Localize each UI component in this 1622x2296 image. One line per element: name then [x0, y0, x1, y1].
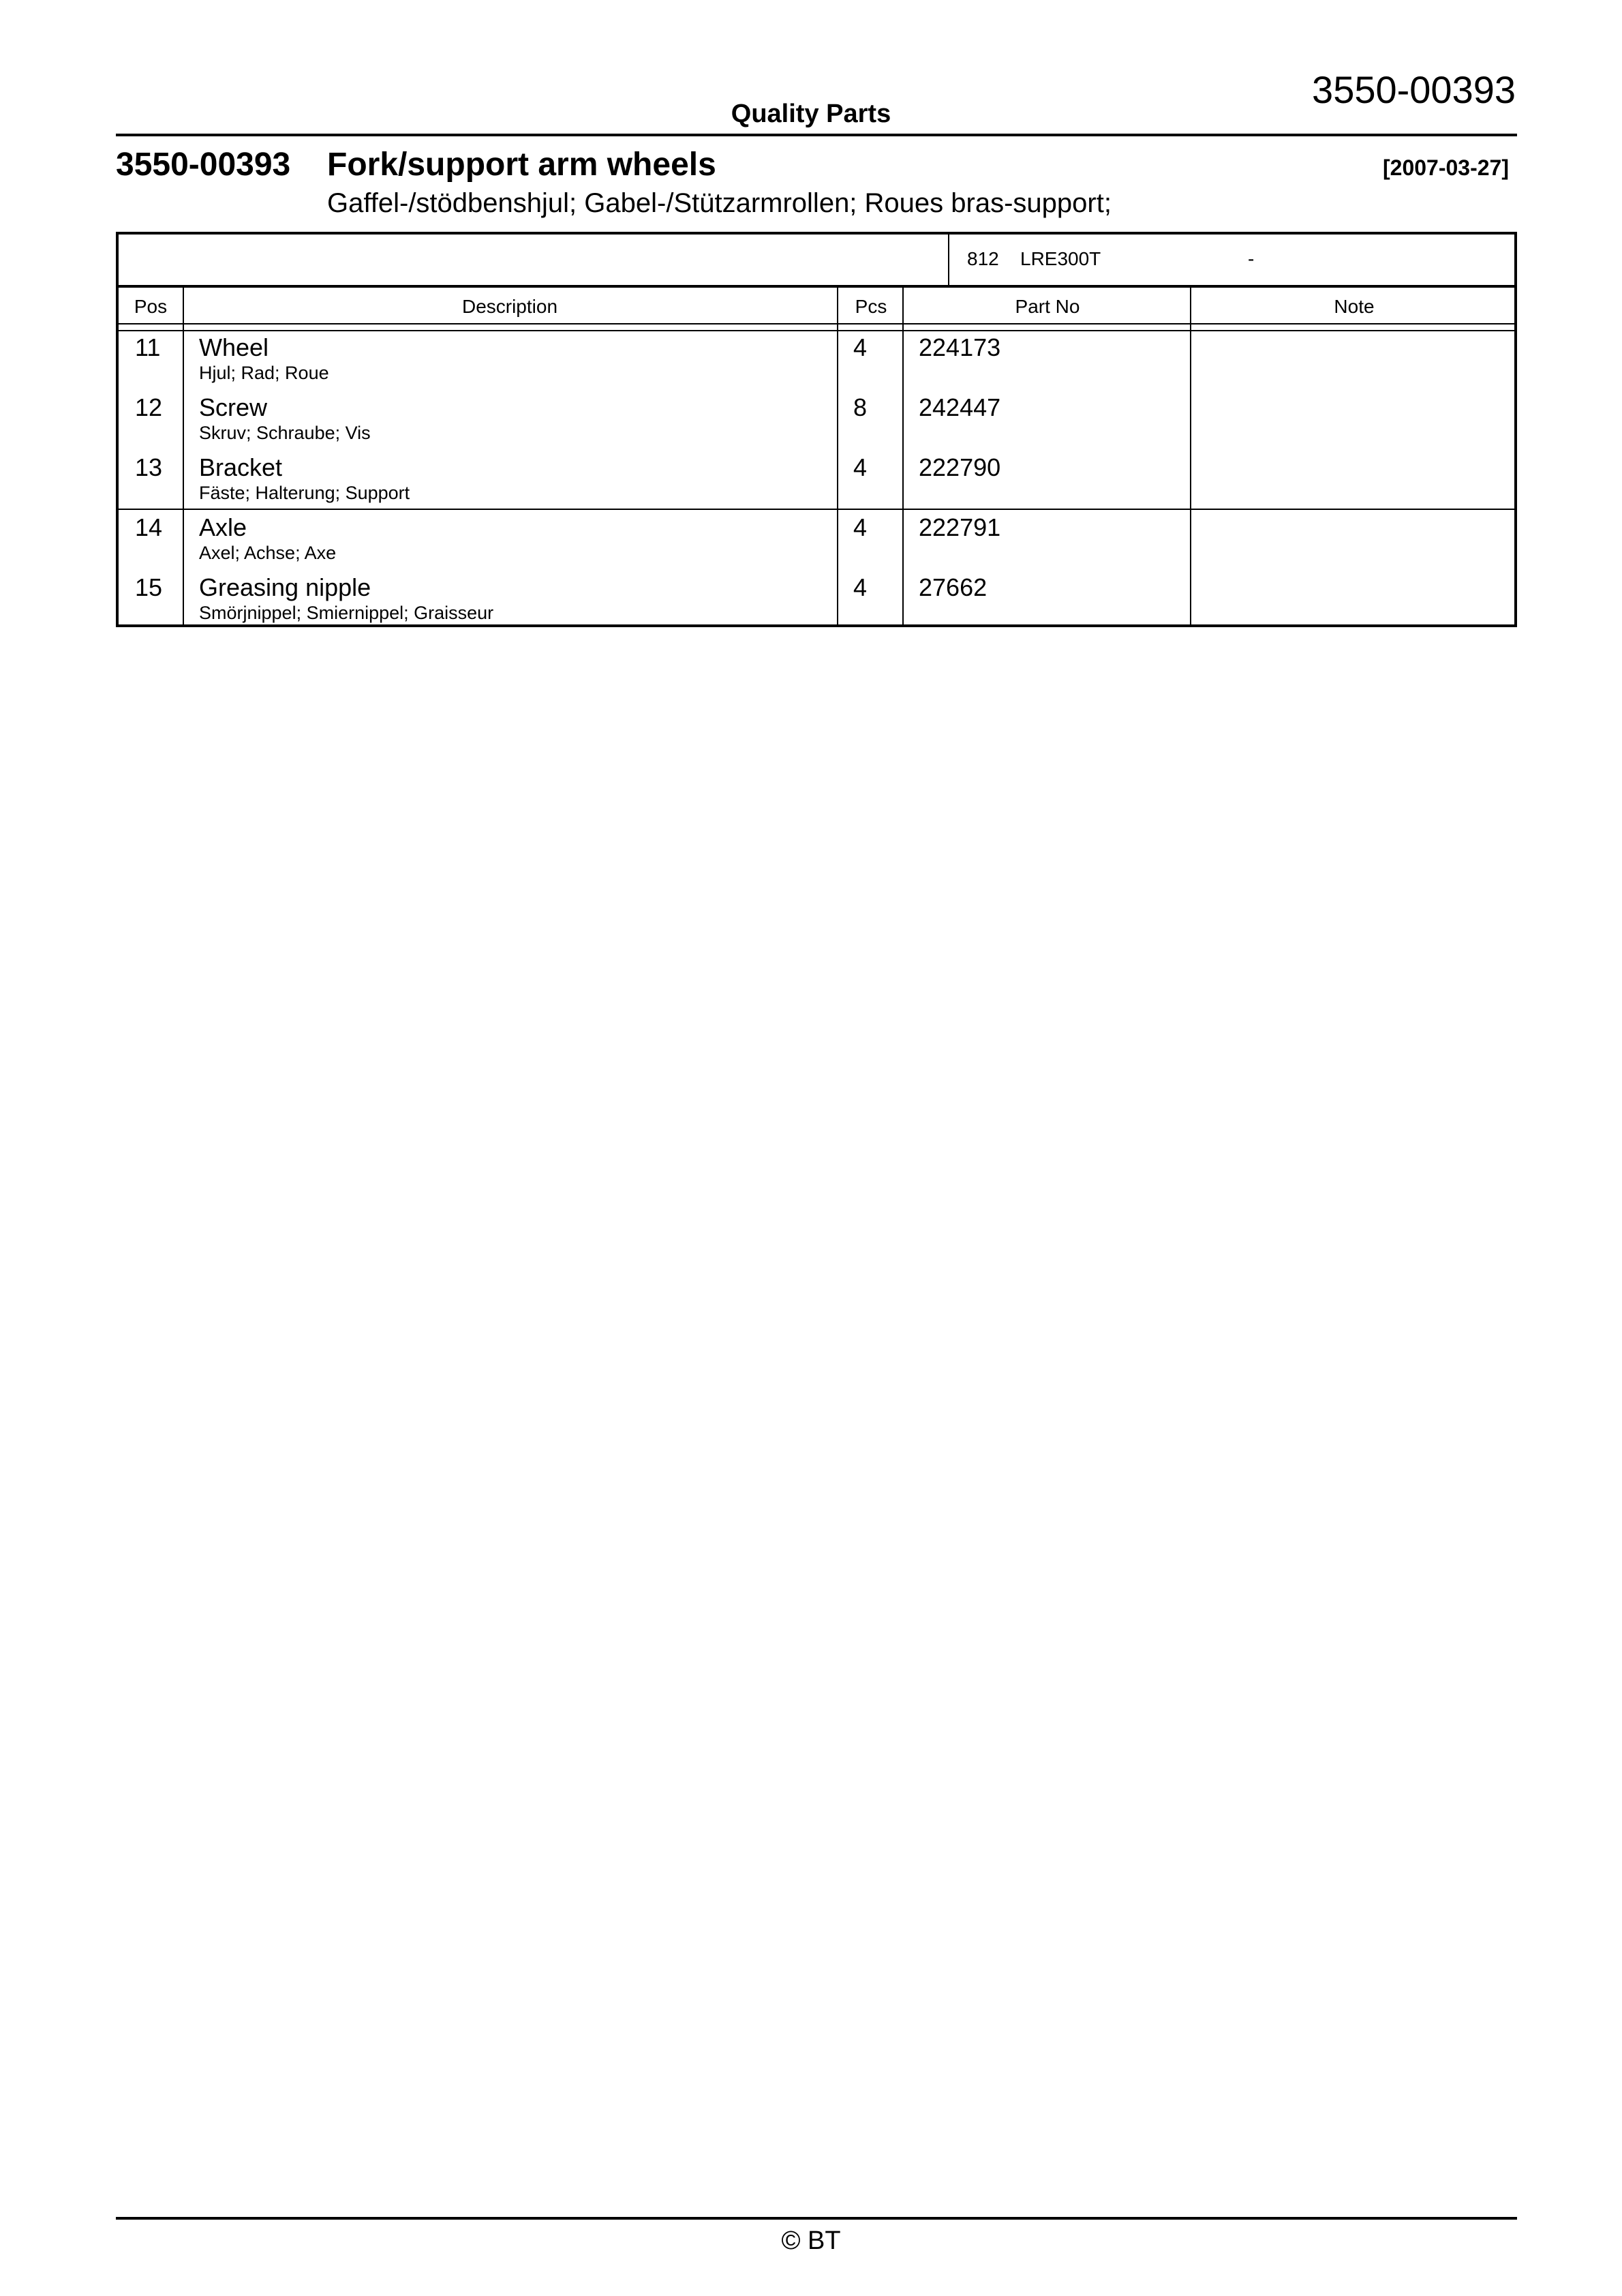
- header-rule-1: [119, 323, 1514, 324]
- column-divider-part-no: [1190, 285, 1191, 624]
- row-pcs: 4: [853, 453, 868, 481]
- column-header-pos: Pos: [134, 296, 168, 317]
- row-description: Greasing nipple: [199, 573, 371, 601]
- row-description-translations: Hjul; Rad; Roue: [199, 363, 329, 383]
- column-header-part-no: Part No: [1015, 296, 1080, 317]
- row-description: Bracket: [199, 453, 283, 481]
- row-description: Wheel: [199, 333, 269, 361]
- column-divider-pos: [183, 285, 184, 624]
- header-title: Quality Parts: [731, 100, 891, 128]
- row-pcs: 4: [853, 573, 868, 601]
- model-divider: [948, 235, 949, 285]
- row-part-no: 27662: [919, 573, 988, 601]
- header-rule-2: [119, 330, 1514, 331]
- footer-rule: [116, 2217, 1517, 2220]
- row-pos: 11: [135, 333, 161, 361]
- parts-table: [116, 232, 1517, 627]
- model-range: -: [1248, 248, 1255, 269]
- row-part-no: 224173: [919, 333, 1001, 361]
- header-document-number: 3550-00393: [1312, 68, 1516, 111]
- footer-copyright: © BT: [781, 2226, 841, 2255]
- document-subtitle: Gaffel-/stödbenshjul; Gabel-/Stützarmrollen; Roues bras-support;: [327, 188, 1112, 218]
- document-date: [2007-03-27]: [1383, 155, 1509, 180]
- model-row-rule: [119, 285, 1514, 288]
- row-description: Screw: [199, 393, 268, 421]
- column-divider-pcs: [902, 285, 904, 624]
- row-pos: 14: [135, 513, 163, 541]
- row-description-translations: Fäste; Halterung; Support: [199, 483, 410, 503]
- model-name: LRE300T: [1020, 248, 1101, 269]
- row-description: Axle: [199, 513, 247, 541]
- model-code: 812: [967, 248, 999, 269]
- document-title: Fork/support arm wheels: [327, 147, 716, 183]
- row-description-translations: Axel; Achse; Axe: [199, 543, 337, 563]
- document-number: 3550-00393: [116, 147, 291, 183]
- column-header-description: Description: [461, 296, 558, 317]
- row-description-translations: Smörjnippel; Smiernippel; Graisseur: [199, 603, 494, 623]
- header-rule: [116, 134, 1517, 136]
- column-header-note: Note: [1334, 296, 1375, 317]
- group-divider: [119, 509, 1514, 510]
- row-pos: 15: [135, 573, 163, 601]
- row-pcs: 4: [853, 333, 868, 361]
- row-pcs: 4: [853, 513, 868, 541]
- row-part-no: 222790: [919, 453, 1001, 481]
- row-part-no: 222791: [919, 513, 1001, 541]
- row-pcs: 8: [853, 393, 868, 421]
- row-pos: 13: [135, 453, 163, 481]
- row-pos: 12: [135, 393, 163, 421]
- column-divider-description: [837, 285, 838, 624]
- row-description-translations: Skruv; Schraube; Vis: [199, 423, 371, 443]
- column-header-pcs: Pcs: [855, 296, 887, 317]
- row-part-no: 242447: [919, 393, 1001, 421]
